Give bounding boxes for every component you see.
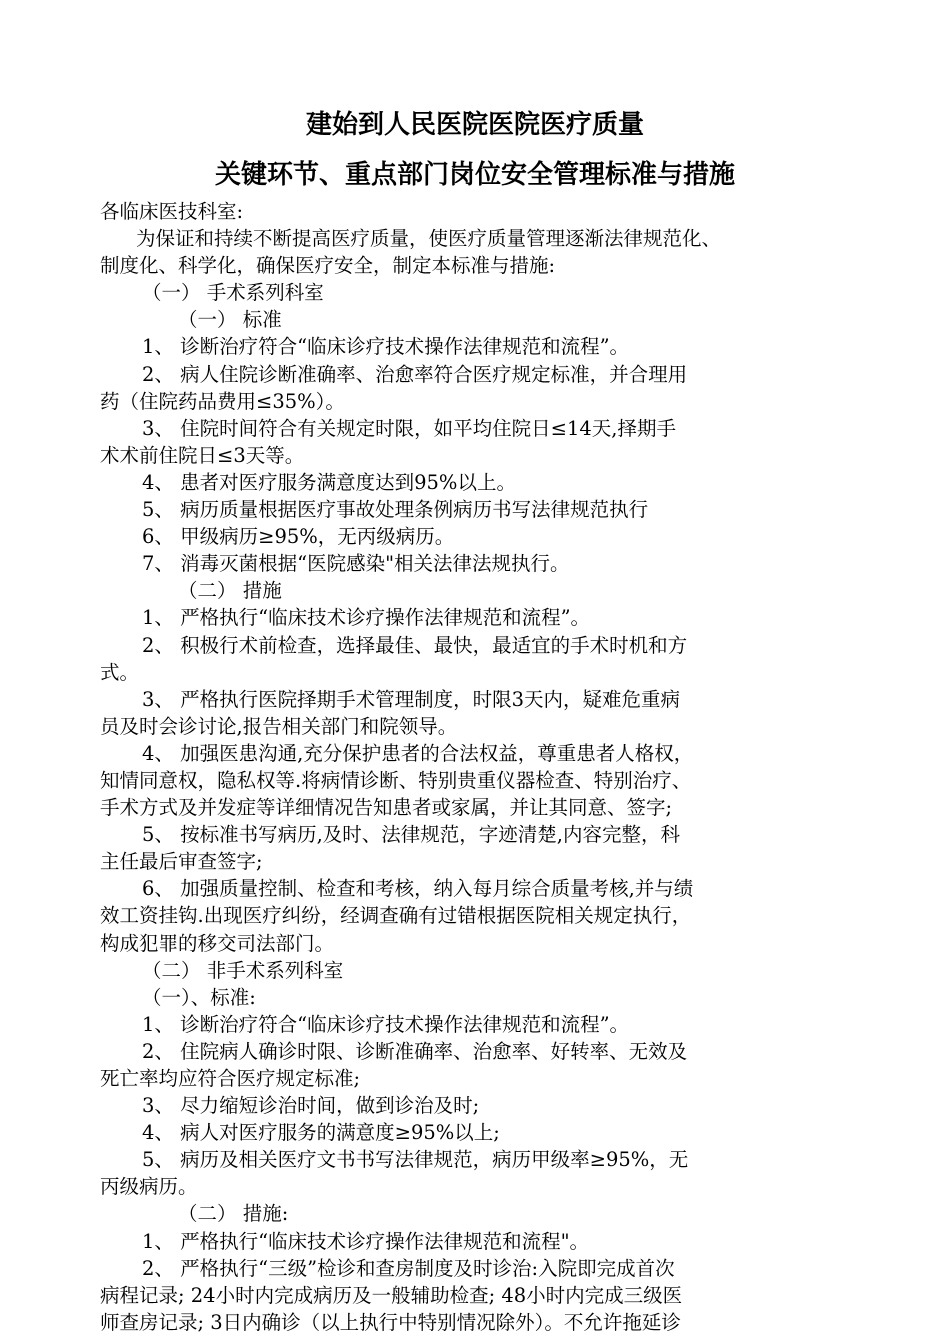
list-item-continuation: 主任最后审查签字; [100,850,263,874]
list-item: 6、 加强质量控制、检查和考核，纳入每月综合质量考核,并与绩 [142,877,694,901]
list-item: 3、 尽力缩短诊治时间，做到诊治及时; [142,1094,480,1118]
list-item-continuation: 手术方式及并发症等详细情况告知患者或家属，并让其同意、签字; [100,796,673,820]
list-item: 4、 病人对医疗服务的满意度≥95%以上; [142,1121,500,1145]
section-heading: （二） 非手术系列科室 [142,958,344,982]
list-item-continuation: 药（住院药品费用≤35%）。 [100,389,345,413]
subsection-heading: （二） 措施: [178,1202,289,1226]
list-item-continuation: 丙级病历。 [100,1175,198,1199]
list-item: 2、 严格执行“三级”检诊和查房制度及时诊治:入院即完成首次 [142,1256,675,1280]
document-title: 建始到人民医院医院医疗质量 [305,110,644,140]
list-item: 4、 加强医患沟通,充分保护患者的合法权益，尊重患者人格权， [142,741,694,765]
list-item-continuation: 式。 [100,660,140,684]
list-item-continuation: 术术前住院日≤3天等。 [100,443,305,467]
list-item-continuation: 知情同意权，隐私权等.将病情诊断、特别贵重仪器检查、特别治疗、 [100,768,692,792]
list-item: 5、 病历及相关医疗文书书写法律规范，病历甲级率≥95%，无 [142,1148,689,1172]
list-item-continuation: 死亡率均应符合医疗规定标准; [100,1067,361,1090]
list-item-continuation: 病程记录; 24小时内完成病历及一般辅助检查; 48小时内完成三级医 [100,1283,683,1307]
salutation: 各临床医技科室: [100,200,244,223]
paragraph-line: 制度化、科学化，确保医疗安全，制定本标准与措施: [100,254,556,278]
list-item: 5、 病历质量根据医疗事故处理条例病历书写法律规范执行 [142,498,649,522]
subsection-heading: （一） 标准 [178,308,282,332]
list-item: 3、 住院时间符合有关规定时限，如平均住院日≤14天,择期手 [142,416,676,440]
list-item: 1、 严格执行“临床技术诊疗操作法律规范和流程”。 [142,606,591,630]
subsection-heading: （二） 措施 [178,579,282,603]
list-item-continuation: 效工资挂钩.出现医疗纠纷，经调查确有过错根据医院相关规定执行， [100,904,692,928]
list-item: 6、 甲级病历≥95%，无丙级病历。 [142,525,455,549]
paragraph-line: 为保证和持续不断提高医疗质量，使医疗质量管理逐渐法律规范化、 [136,227,722,251]
section-heading: （一） 手术系列科室 [142,281,324,305]
list-item: 4、 患者对医疗服务满意度达到95%以上。 [142,470,516,494]
list-item: 2、 病人住院诊断准确率、治愈率符合医疗规定标准，并合理用 [142,362,688,386]
list-item: 1、 严格执行“临床技术诊疗操作法律规范和流程"。 [142,1229,590,1253]
list-item-continuation: 师查房记录; 3日内确诊（以上执行中特别情况除外）。不允许拖延诊 [100,1310,681,1334]
list-item: 5、 按标准书写病历,及时、法律规范，字迹清楚,内容完整，科 [142,823,681,847]
list-item: 1、 诊断治疗符合“临床诊疗技术操作法律规范和流程”。 [142,335,630,359]
list-item: 7、 消毒灭菌根据“医院感染"相关法律法规执行。 [142,552,570,576]
subsection-heading: （一）、标准: [142,985,256,1009]
list-item-continuation: 构成犯罪的移交司法部门。 [100,931,335,955]
list-item-continuation: 员及时会诊讨论,报告相关部门和院领导。 [100,714,458,738]
list-item: 3、 严格执行医院择期手术管理制度，时限3天内，疑难危重病 [142,687,681,711]
document-body [100,198,860,1336]
list-item: 1、 诊断治疗符合“临床诊疗技术操作法律规范和流程”。 [142,1012,630,1036]
list-item: 2、 积极行术前检查，选择最佳、最快，最适宜的手术时机和方 [142,633,688,657]
document-subtitle: 关键环节、重点部门岗位安全管理标准与措施 [214,160,735,190]
list-item: 2、 住院病人确诊时限、诊断准确率、治愈率、好转率、无效及 [142,1039,688,1063]
